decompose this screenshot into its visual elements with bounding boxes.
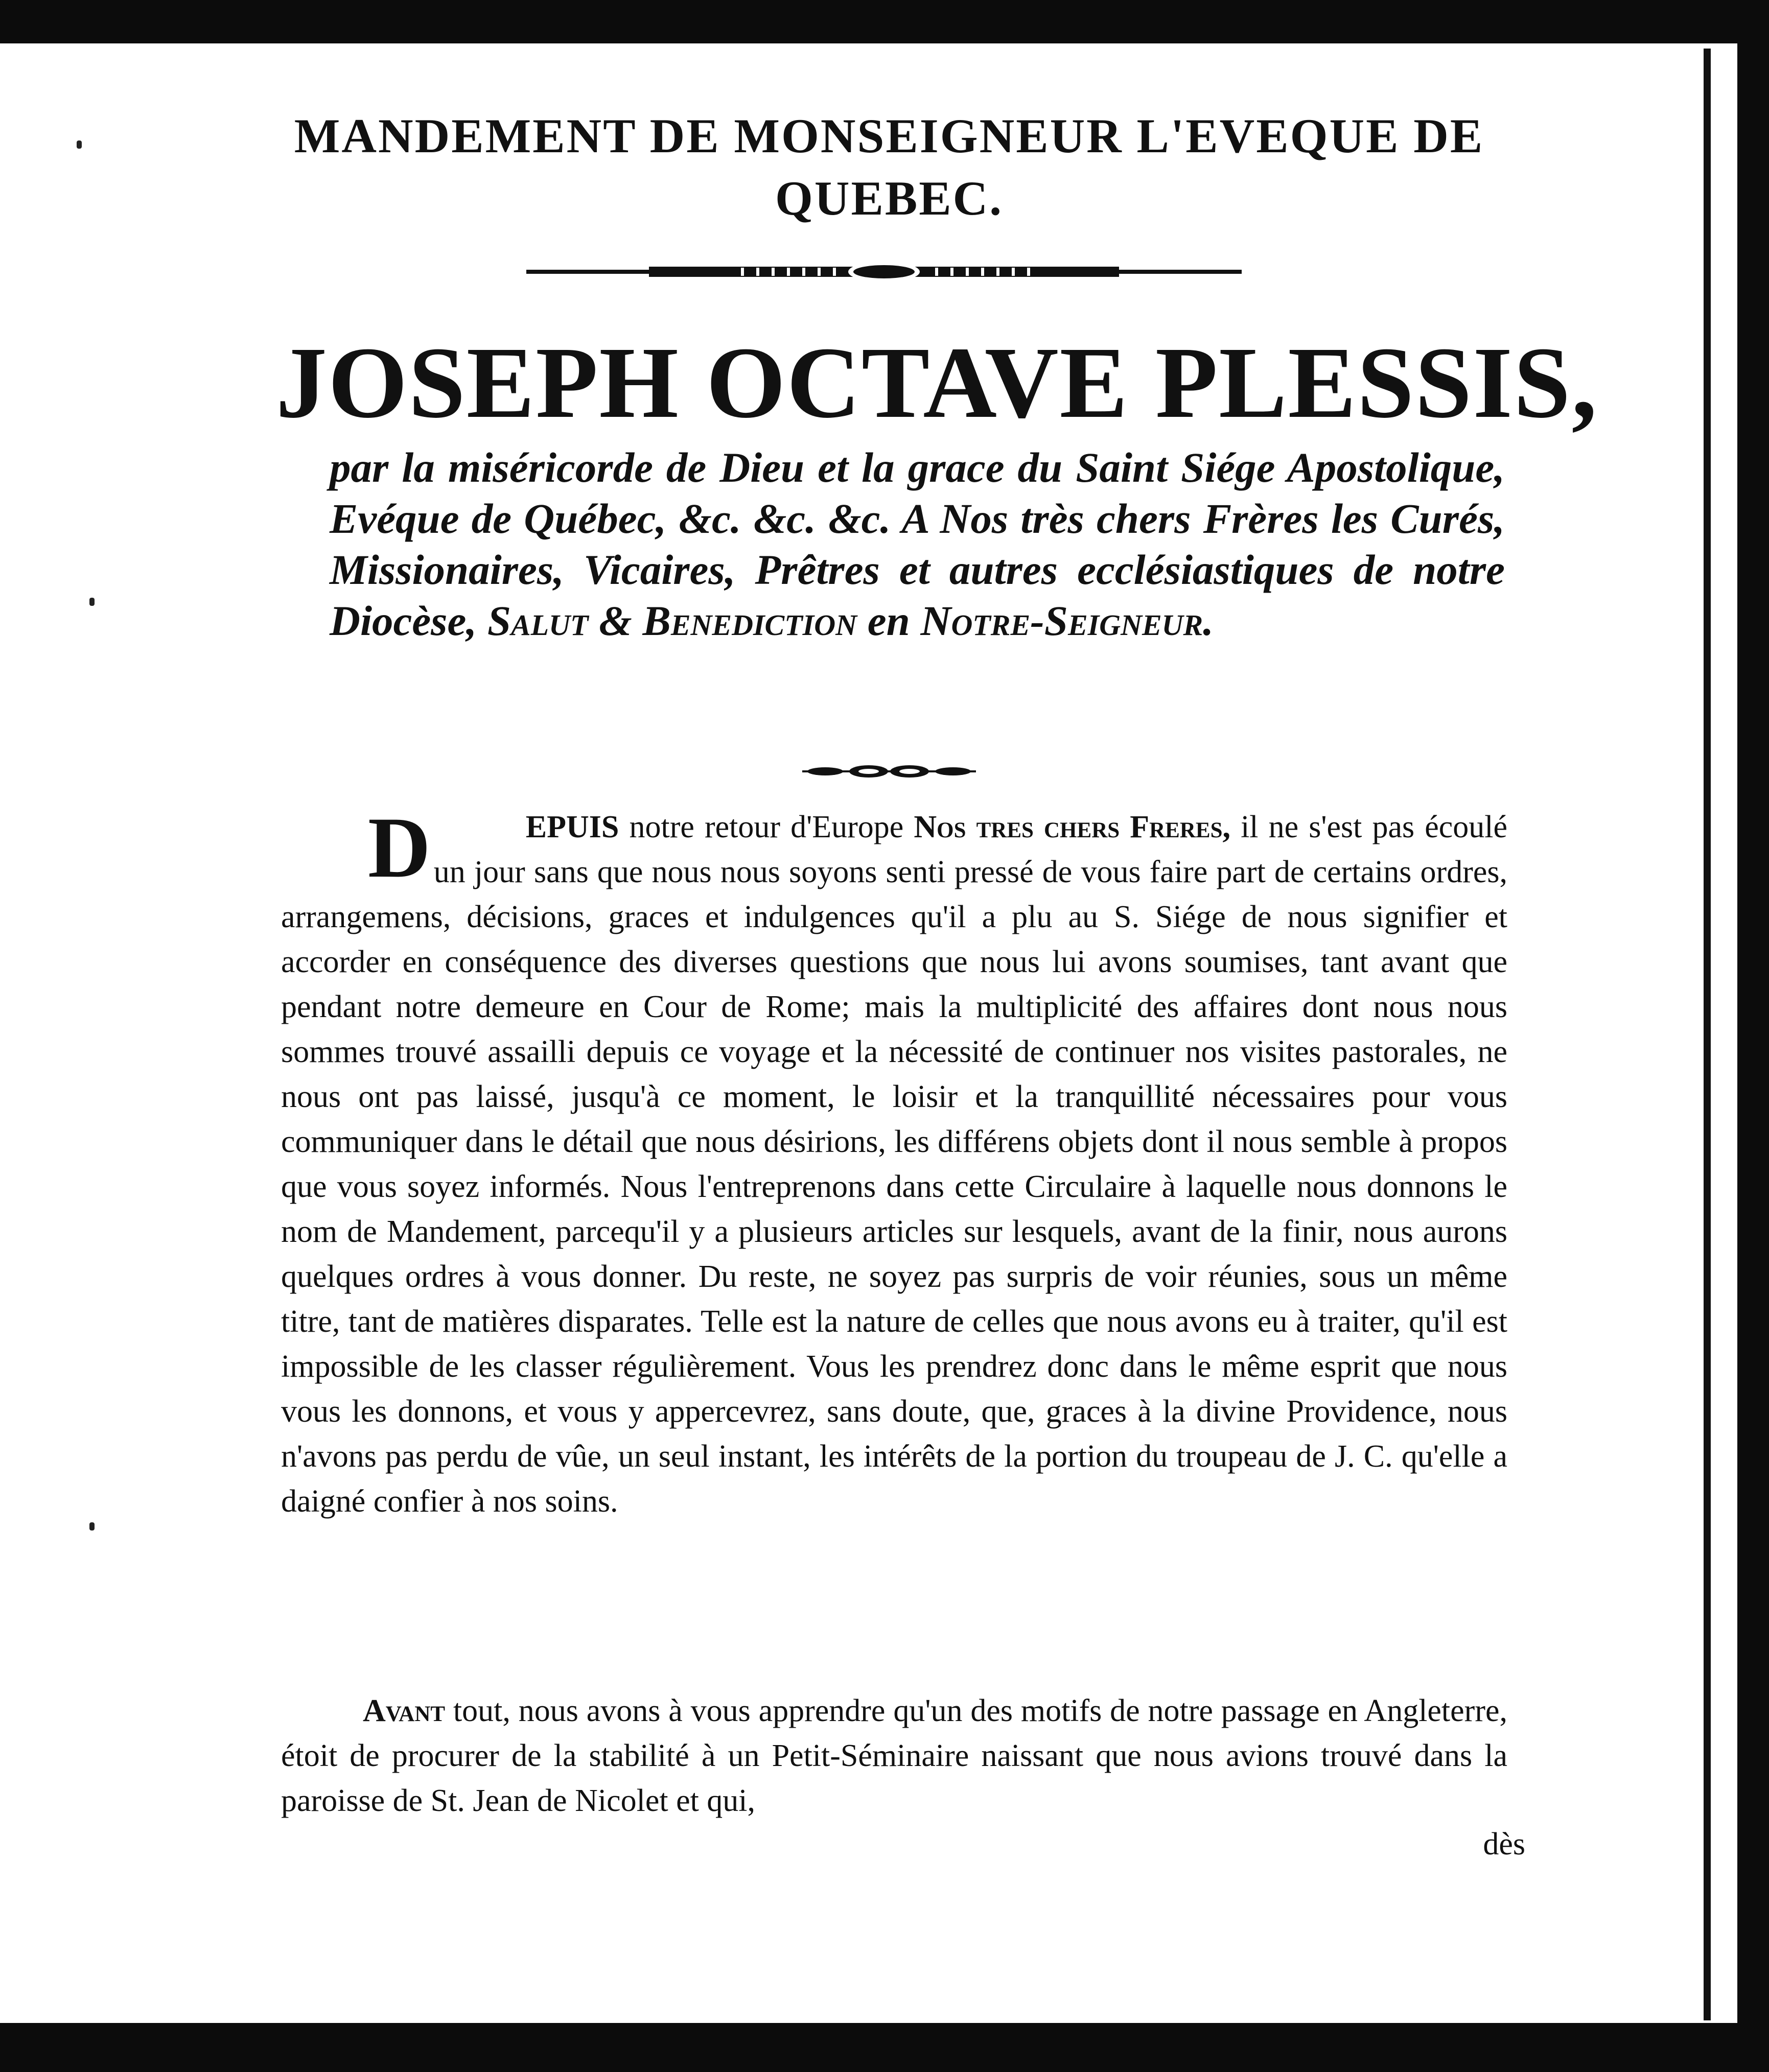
salutation-benediction: Benediction [642, 597, 857, 644]
salutation-intro: par la miséricorde de Dieu et la grace du Saint Siége Apostolique, Evéque de Québec, &c. &c. &c. A Nos très chers Frères les Curés, Missionaires, Vicaires, Prêtres et autres ecclésiastiques de notre Diocèse, [330, 444, 1505, 644]
ornamental-divider-large [526, 261, 1242, 283]
ornamental-divider-small [802, 764, 976, 779]
author-name: JOSEPH OCTAVE PLESSIS, [276, 326, 1598, 439]
paragraph-1-address: Nos tres chers Freres, [914, 810, 1230, 844]
paragraph-2-text: tout, nous avons à vous apprendre qu'un des motifs de notre passage en Angleterre, étoit de procurer de la stabilité à un Petit-Séminaire naissant que nous avions trouvé dans la paroisse de St. Jean de Nicolet et qui, [281, 1693, 1507, 1818]
scanned-page [0, 43, 1737, 2023]
salutation-seigneur: Notre-Seigneur. [920, 597, 1214, 644]
drop-cap: D [368, 799, 431, 896]
paragraph-1 [281, 799, 1507, 1524]
page-edge-rule [1704, 49, 1711, 2020]
salutation-en: en [867, 597, 910, 644]
paragraph-1-text-a: notre retour d'Europe [619, 810, 914, 844]
salutation [330, 442, 1505, 646]
salutation-salut: Salut & [487, 597, 632, 644]
paragraph-2-lead: Avant [363, 1693, 446, 1728]
margin-mark [89, 598, 95, 606]
paragraph-1-text-b: il ne s'est pas écoulé un jour sans que nous nous soyons senti pressé de vous faire part de certains ordres, arrangemens, décisions, graces et indulgences qu'il a plu au S. Siége de nous signifier et accorder en conséquence des diverses questions que nous lui avons soumises, tant avant que pendant notre demeure en Cour de Rome; mais la multiplicité des affaires dont nous nous sommes trouvé assailli depuis ce voyage et la nécessité de continuer nos visites pastorales, ne nous ont pas laissé, jusqu'à ce moment, le loisir et la tranquillité nécessaires pour vous communiquer dans le détail que nous désirions, les différens objets dont il nous semble à propos que vous soyez informés. Nous l'entreprenons dans cette Circulaire à laquelle nous donnons le nom de Mandement, parcequ'il y a plusieurs articles sur lesquels, avant de la finir, nous aurons quelques ordres à vous donner. Du reste, ne soyez pas surpris de voir réunies, sous un même titre, tant de matières disparates. Telle est la nature de celles que nous avons eu à traiter, qu'il est impossible de les classer régulièrement. Vous les prendrez donc dans le même esprit que nous vous les donnons, et vous y appercevrez, sans doute, que, graces à la divine Providence, nous n'avons pas perdu de vûe, un seul instant, les intérêts de la portion du troupeau de J. C. qu'elle a daigné confier à nos soins. [281, 810, 1507, 1519]
margin-mark [77, 140, 82, 149]
paragraph-1-lead: EPUIS [525, 810, 619, 844]
catchword: dès [1483, 1827, 1525, 1862]
margin-mark [89, 1522, 95, 1531]
paragraph-2 [281, 1688, 1507, 1823]
scan-artifact [1145, 43, 1191, 55]
document-title: MANDEMENT DE MONSEIGNEUR L'EVEQUE DE QUEBEC. [294, 109, 1484, 225]
